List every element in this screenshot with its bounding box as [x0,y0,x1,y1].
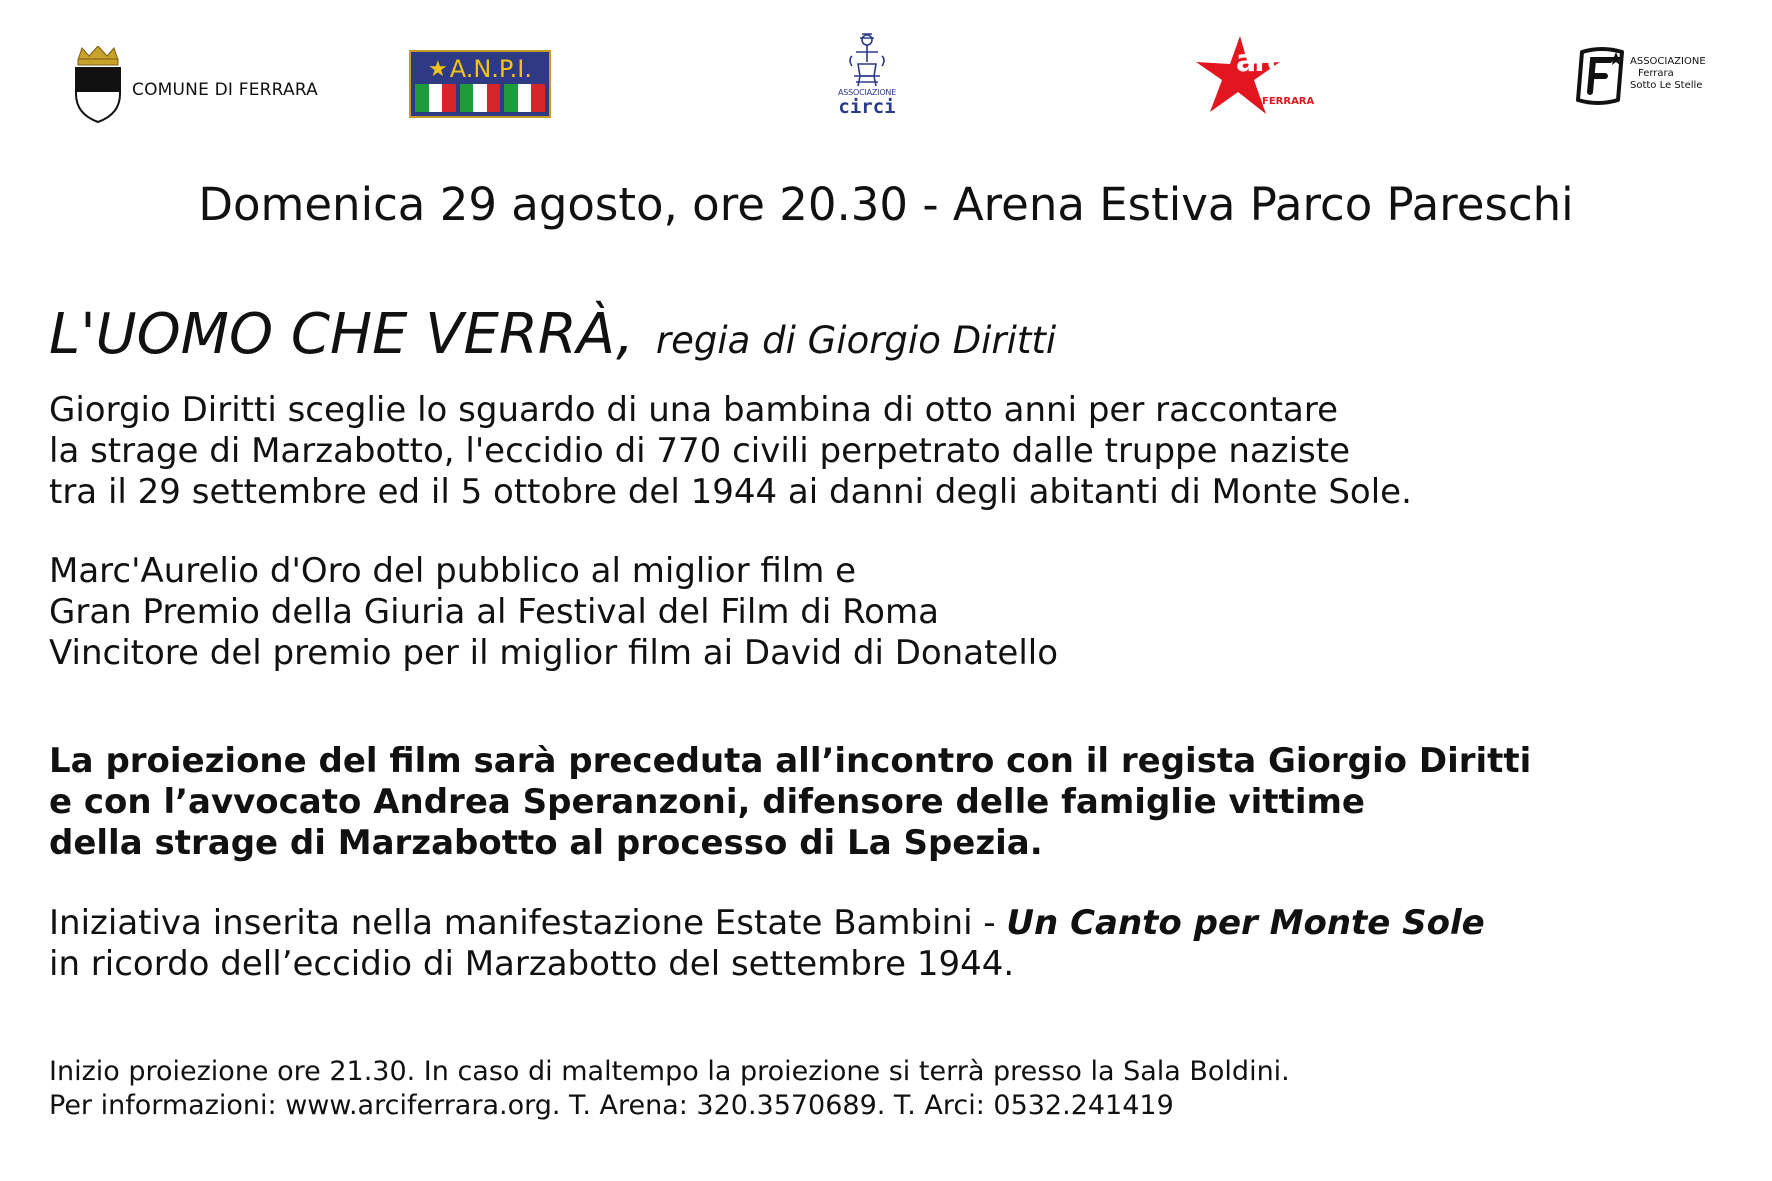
star-icon: ★ [427,56,448,82]
circi-logo [832,32,902,132]
initiative-note [49,903,1485,985]
award-line: Gran Premio della Giuria al Festival del Film di Roma [49,592,939,632]
circi-figure-icon [846,32,888,88]
film-title-row [49,302,1056,367]
sotto-le-stelle-line3: Sotto Le Stelle [1630,80,1703,91]
sotto-le-stelle-label [1630,56,1706,92]
crest-icon [72,46,124,124]
anpi-label: A.N.P.I. [449,55,532,83]
film-awards [49,551,1058,674]
description-line: Giorgio Diritti sceglie lo sguardo di una bambina di otto anni per raccontare [49,390,1338,430]
meeting-announcement [49,741,1531,864]
film-director: regia di Giorgio Diritti [655,319,1057,362]
initiative-emphasis: Un Canto per Monte Sole [1006,903,1485,943]
description-line: tra il 29 settembre ed il 5 ottobre del 1944 ai danni degli abitanti di Monte Sole. [49,472,1412,512]
meeting-line: della strage di Marzabotto al processo di La Spezia. [49,823,1043,863]
sotto-le-stelle-line2: Ferrara [1638,68,1674,79]
info-line: Per informazioni: www.arciferrara.org. T. Arena: 320.3570689. T. Arci: 0532.241419 [49,1090,1174,1121]
f-star-icon [1572,46,1628,108]
arci-sub-label: FERRARA [1262,96,1315,107]
arci-label: arci [1236,44,1292,79]
event-headline: Domenica 29 agosto, ore 20.30 - Arena Estiva Parco Pareschi [198,178,1574,231]
arci-logo [1196,34,1326,118]
sotto-le-stelle-logo [1572,46,1712,116]
description-line: la strage di Marzabotto, l'eccidio di 770 civili perpetrato dalle truppe naziste [49,431,1350,471]
sotto-le-stelle-line1: ASSOCIAZIONE [1630,56,1706,67]
circi-label: circi [838,96,896,118]
info-footer [49,1055,1290,1123]
meeting-line: La proiezione del film sarà preceduta all’incontro con il regista Giorgio Diritti [49,741,1532,781]
circi-top-label: ASSOCIAZIONE [837,88,897,97]
initiative-line-2: in ricordo dell’eccidio di Marzabotto del settembre 1944. [49,944,1015,984]
anpi-banner [411,52,549,86]
comune-ferrara-label: COMUNE DI FERRARA [132,80,318,100]
initiative-line-1 [49,903,1485,944]
film-description [49,390,1412,513]
logo-bar [0,30,1772,140]
anpi-flag-icon [415,84,545,112]
initiative-prefix: Iniziativa inserita nella manifestazione Estate Bambini - [49,903,1007,943]
meeting-line: e con l’avvocato Andrea Speranzoni, difensore delle famiglie vittime [49,782,1365,822]
award-line: Vincitore del premio per il miglior film ai David di Donatello [49,633,1059,673]
award-line: Marc'Aurelio d'Oro del pubblico al miglior film e [49,551,857,591]
film-title: L'UOMO CHE VERRÀ, [49,302,634,367]
anpi-logo [409,50,551,118]
info-line: Inizio proiezione ore 21.30. In caso di maltempo la proiezione si terrà presso la Sala Boldini. [49,1056,1290,1087]
